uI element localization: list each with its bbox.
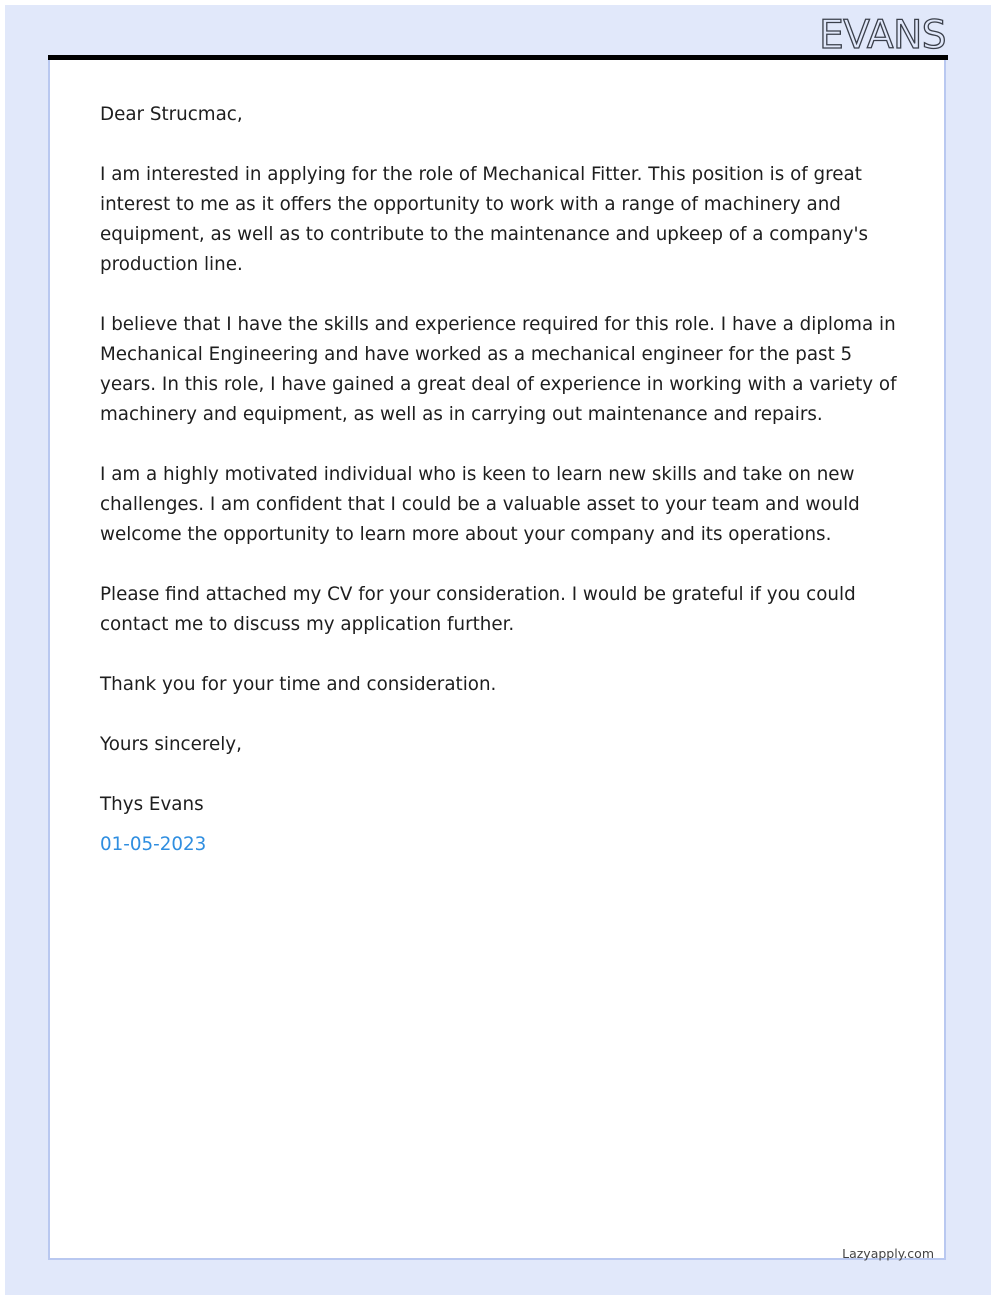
closing: Yours sincerely, bbox=[100, 734, 242, 755]
header-rule bbox=[48, 55, 948, 60]
brand-name: EVANS bbox=[819, 13, 946, 58]
paragraph-4: Please find attached my CV for your consideration. I would be grateful if you could contact me to discuss my application further. bbox=[100, 584, 856, 635]
footer-source: Lazyapply.com bbox=[842, 1246, 934, 1261]
paragraph-5: Thank you for your time and consideration. bbox=[100, 674, 497, 695]
paragraph-3: I am a highly motivated individual who is keen to learn new skills and take on new challenges. I am confident that I could be a valuable asset to your team and would welcome the opportunity to learn more about your company and its operations. bbox=[100, 464, 860, 545]
letter-date: 01-05-2023 bbox=[100, 834, 207, 855]
signature: Thys Evans bbox=[100, 794, 204, 815]
paragraph-1: I am interested in applying for the role of Mechanical Fitter. This position is of great interest to me as it offers the opportunity to work with a range of machinery and equipment, as well as to contribute to the maintenance and upkeep of a company's production line. bbox=[100, 164, 869, 275]
paragraph-2: I believe that I have the skills and experience required for this role. I have a diploma in Mechanical Engineering and have worked as a mechanical engineer for the past 5 years. In this role, I have gained a great deal of experience in working with a variety of machinery and equipment, as well as in carrying out maintenance and repairs. bbox=[100, 314, 897, 425]
letter-body bbox=[100, 100, 900, 860]
salutation: Dear Strucmac, bbox=[100, 104, 243, 125]
